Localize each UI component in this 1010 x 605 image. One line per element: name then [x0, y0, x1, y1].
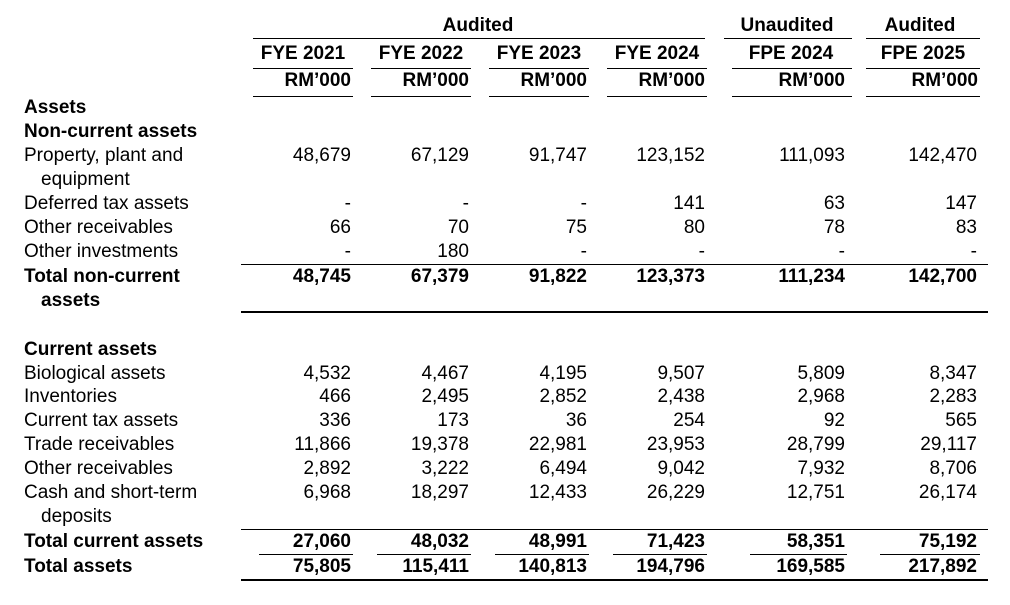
col-rule: [750, 554, 847, 555]
cell: -: [462, 193, 469, 214]
col-rule: [371, 68, 471, 69]
col-rule: [495, 554, 589, 555]
cell: 70: [447, 217, 469, 238]
header-rule-unaudited: [724, 38, 852, 39]
col-header-fye2023: FYE 2023: [496, 43, 582, 64]
cell: 12,751: [786, 482, 845, 503]
total-rule: [241, 529, 988, 530]
cell: 75,192: [918, 531, 977, 552]
group-header-audited: Audited: [442, 15, 514, 36]
row-label-other-receivables-nc: Other receivables: [24, 217, 173, 238]
cell: 2,892: [303, 458, 351, 479]
cell: 180: [437, 241, 469, 262]
cell: 3,222: [421, 458, 469, 479]
col-rule: [371, 96, 471, 97]
cell: 29,117: [920, 434, 977, 455]
cell: 2,852: [539, 386, 587, 407]
unit-label: RM’000: [520, 70, 587, 91]
cell: 8,347: [929, 363, 977, 384]
row-label-deferred-tax: Deferred tax assets: [24, 193, 189, 214]
row-label-total-non-current-cont: assets: [41, 290, 101, 311]
group-header-unaudited: Unaudited: [740, 15, 834, 36]
row-label-other-receivables-c: Other receivables: [24, 458, 173, 479]
cell: 22,981: [528, 434, 587, 455]
col-rule: [489, 68, 589, 69]
cell-ppe-fye2023: 91,747: [528, 145, 587, 166]
cell: 75,805: [292, 556, 351, 577]
section-non-current-assets: Non-current assets: [24, 121, 198, 142]
col-rule: [607, 68, 707, 69]
col-header-fye2021: FYE 2021: [260, 43, 346, 64]
col-header-fye2022: FYE 2022: [378, 43, 464, 64]
cell: 71,423: [646, 531, 705, 552]
col-rule: [377, 554, 471, 555]
col-header-fpe2025: FPE 2025: [880, 43, 966, 64]
bottom-rule: [241, 579, 988, 581]
cell: 12,433: [528, 482, 587, 503]
col-rule: [253, 68, 353, 69]
cell: 28,799: [786, 434, 845, 455]
cell: 80: [683, 217, 705, 238]
row-label-cash-cont: deposits: [41, 506, 112, 527]
cell: 48,991: [528, 531, 587, 552]
cell: 194,796: [636, 556, 705, 577]
cell-ppe-fpe2025: 142,470: [908, 145, 977, 166]
cell: 75: [565, 217, 587, 238]
col-rule: [607, 96, 707, 97]
cell: 26,229: [646, 482, 705, 503]
cell: 7,932: [797, 458, 845, 479]
unit-label: RM’000: [284, 70, 351, 91]
group-header-audited-right: Audited: [884, 15, 956, 36]
cell-ppe-fpe2024: 111,093: [779, 145, 845, 166]
cell: 123,373: [636, 266, 705, 287]
cell: 2,968: [797, 386, 845, 407]
total-rule: [241, 264, 988, 265]
cell: 48,745: [292, 266, 351, 287]
section-current-assets: Current assets: [24, 339, 158, 360]
cell-ppe-fye2021: 48,679: [292, 145, 351, 166]
cell: 36: [565, 410, 587, 431]
cell: 66: [329, 217, 351, 238]
section-assets: Assets: [24, 97, 87, 118]
row-label-total-non-current: Total non-current: [24, 266, 180, 287]
row-label-current-tax-assets: Current tax assets: [24, 410, 179, 431]
unit-label: RM’000: [911, 70, 978, 91]
cell: 83: [955, 217, 977, 238]
cell: 147: [945, 193, 977, 214]
col-rule: [253, 96, 353, 97]
cell-ppe-fye2024: 123,152: [636, 145, 705, 166]
unit-label: RM’000: [778, 70, 845, 91]
cell: 9,507: [657, 363, 705, 384]
cell: 141: [673, 193, 705, 214]
cell: 173: [437, 410, 469, 431]
cell: -: [580, 241, 587, 262]
cell: 48,032: [410, 531, 469, 552]
unit-label: RM’000: [402, 70, 469, 91]
cell: 92: [823, 410, 845, 431]
cell: -: [698, 241, 705, 262]
row-label-total-current-assets: Total current assets: [24, 531, 204, 552]
cell-ppe-fye2022: 67,129: [410, 145, 469, 166]
col-rule: [732, 68, 852, 69]
row-label-biological-assets: Biological assets: [24, 363, 166, 384]
section-rule: [241, 311, 988, 313]
cell: 91,822: [528, 266, 587, 287]
cell: 2,438: [657, 386, 705, 407]
row-label-ppe-cont: equipment: [41, 169, 130, 190]
cell: 565: [945, 410, 977, 431]
cell: 142,700: [908, 266, 977, 287]
unit-label: RM’000: [638, 70, 705, 91]
row-label-other-investments: Other investments: [24, 241, 179, 262]
cell: 11,866: [294, 434, 351, 455]
row-label-ppe: Property, plant and: [24, 145, 184, 166]
cell: 115,411: [402, 556, 469, 577]
header-rule-audited: [253, 38, 705, 39]
cell: 169,585: [776, 556, 845, 577]
cell: -: [344, 193, 351, 214]
cell: -: [580, 193, 587, 214]
row-label-inventories: Inventories: [24, 386, 117, 407]
cell: 111,234: [778, 266, 845, 287]
cell: 336: [319, 410, 351, 431]
col-rule: [489, 96, 589, 97]
cell: 4,195: [539, 363, 587, 384]
row-label-trade-receivables: Trade receivables: [24, 434, 175, 455]
col-header-fpe2024: FPE 2024: [748, 43, 834, 64]
col-rule: [866, 68, 980, 69]
col-rule: [259, 554, 353, 555]
col-rule: [880, 554, 980, 555]
cell: 8,706: [929, 458, 977, 479]
cell: 58,351: [786, 531, 845, 552]
cell: 18,297: [410, 482, 469, 503]
col-rule: [732, 96, 852, 97]
header-rule-audited-right: [866, 38, 980, 39]
cell: 4,532: [303, 363, 351, 384]
cell: 217,892: [908, 556, 977, 577]
cell: 254: [673, 410, 705, 431]
cell: 466: [319, 386, 351, 407]
cell: 6,494: [539, 458, 587, 479]
col-rule: [613, 554, 707, 555]
cell: 19,378: [410, 434, 469, 455]
cell: 5,809: [797, 363, 845, 384]
cell: -: [344, 241, 351, 262]
cell: 6,968: [303, 482, 351, 503]
cell: 27,060: [292, 531, 351, 552]
row-label-total-assets: Total assets: [24, 556, 133, 577]
cell: 2,283: [929, 386, 977, 407]
col-rule: [866, 96, 980, 97]
cell: 9,042: [657, 458, 705, 479]
cell: 67,379: [410, 266, 469, 287]
cell: 23,953: [646, 434, 705, 455]
cell: 2,495: [421, 386, 469, 407]
cell: 63: [823, 193, 845, 214]
row-label-cash: Cash and short-term: [24, 482, 198, 503]
cell: 140,813: [518, 556, 587, 577]
col-header-fye2024: FYE 2024: [614, 43, 700, 64]
cell: -: [970, 241, 977, 262]
cell: 26,174: [918, 482, 977, 503]
cell: 4,467: [421, 363, 469, 384]
cell: 78: [823, 217, 845, 238]
cell: -: [838, 241, 845, 262]
